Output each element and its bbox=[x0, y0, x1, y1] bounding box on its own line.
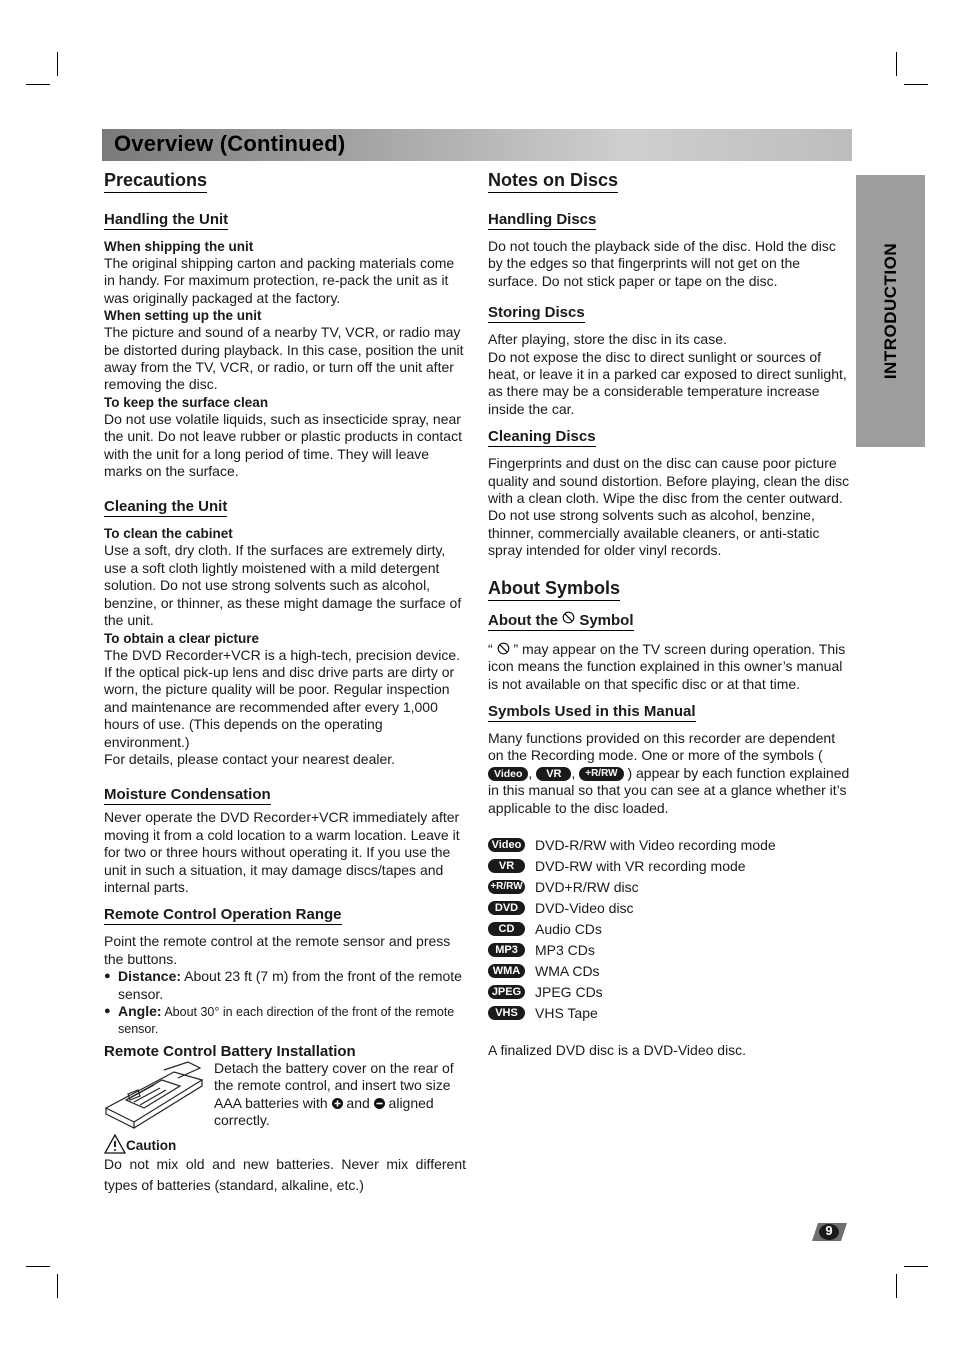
storing-discs-text-1: After playing, store the disc in its case. bbox=[488, 331, 727, 348]
crop-mark bbox=[904, 1266, 928, 1267]
crop-mark bbox=[26, 1266, 50, 1267]
list-item: VHS VHS Tape bbox=[488, 1003, 850, 1024]
surface-subhead: To keep the surface clean bbox=[104, 394, 269, 410]
list-item: Video DVD-R/RW with Video recording mode bbox=[488, 835, 850, 856]
list-item: +R/RW DVD+R/RW disc bbox=[488, 877, 850, 898]
list-item: VR DVD-RW with VR recording mode bbox=[488, 856, 850, 877]
finalized-note: A finalized DVD disc is a DVD-Video disc. bbox=[488, 1041, 747, 1058]
page-title: Overview (Continued) bbox=[114, 131, 346, 156]
symbols-manual-text: Many functions provided on this recorder are dependent on the Recording mode. One or more of the symbols ( Video , VR , +R/RW ) appear by each function explained in this manual so that you can see at a glance whether it’s applicable to the disc loaded. bbox=[488, 729, 850, 816]
moisture-text: Never operate the DVD Recorder+VCR immediately after moving it from a cold location to a warm location. Leave it for two or three hours without operating it. If you use the unit in such a situation, it may damage discs/tapes and internal parts. bbox=[104, 809, 460, 895]
remote-range-text: Point the remote control at the remote sensor and press the buttons. bbox=[104, 933, 451, 967]
crop-mark bbox=[57, 1274, 58, 1298]
shipping-subhead: When shipping the unit bbox=[104, 239, 254, 254]
list-item: MP3 MP3 CDs bbox=[488, 940, 850, 961]
right-column bbox=[488, 170, 850, 1059]
symbol-list bbox=[488, 835, 850, 1024]
picture-subhead: To obtain a clear picture bbox=[104, 630, 260, 646]
moisture-heading: Moisture Condensation bbox=[104, 786, 271, 804]
header-bar bbox=[102, 129, 852, 161]
crop-mark bbox=[896, 52, 897, 76]
surface-text: Do not use volatile liquids, such as insecticide spray, near the unit. Do not leave rubber or plastic products in contact with the unit for a long period of time. They will leave marks on the surface. bbox=[104, 410, 462, 480]
cleaning-discs-text-2: Do not use strong solvents such as alcohol, benzine, thinner, commercially available cleaners, or anti-static spray intended for older vinyl records. bbox=[488, 507, 820, 559]
side-tab bbox=[856, 175, 925, 447]
about-symbol-text: “ ” may appear on the TV screen during operation. This icon means the function explained in this owner’s manual is not available on that specific disc or at that time. bbox=[488, 640, 846, 692]
cleaning-discs-text-1: Fingerprints and dust on the disc can cause poor picture quality and sound distortion. Before playing, clean the disc with a clean cloth. Wipe the disc from the center outward. bbox=[488, 455, 850, 507]
precautions-heading: Precautions bbox=[104, 170, 207, 193]
vr-badge: VR bbox=[536, 767, 571, 781]
crop-mark bbox=[26, 84, 50, 85]
caution-text: Do not mix old and new batteries. Never mix different types of batteries (standard, alkaline, etc.) bbox=[104, 1155, 466, 1193]
notes-heading: Notes on Discs bbox=[488, 170, 618, 193]
cleaning-unit-heading: Cleaning the Unit bbox=[104, 498, 228, 516]
warning-triangle-icon bbox=[104, 1134, 126, 1154]
list-item: JPEG JPEG CDs bbox=[488, 982, 850, 1003]
cabinet-text: Use a soft, dry cloth. If the surfaces are extremely dirty, use a soft cloth lightly moistened with a mild detergent solution. Do not use strong solvents such as alcohol, benzine, or thinner, as these might damage the surface of the unit. bbox=[104, 542, 462, 629]
cabinet-subhead: To clean the cabinet bbox=[104, 526, 233, 542]
list-item: CD Audio CDs bbox=[488, 919, 850, 940]
crop-mark bbox=[57, 52, 58, 76]
plus-polarity-icon bbox=[332, 1098, 343, 1109]
caution-label-row bbox=[104, 1134, 466, 1154]
picture-text: The DVD Recorder+VCR is a high-tech, precision device. If the optical pick-up lens and disc drive parts are dirty or worn, the picture quality will be poor. Regular inspection and maintenance are recommended after every 1,000 hours of use. (This depends on the operating environment.) bbox=[104, 646, 460, 750]
list-item: DVD DVD-Video disc bbox=[488, 898, 850, 919]
shipping-text: The original shipping carton and packing materials come in handy. For maximum protection, re-pack the unit as it was originally packaged at the factory. bbox=[104, 255, 455, 306]
side-tab-label: INTRODUCTION bbox=[880, 242, 900, 380]
distance-bullet: ● Distance: About 23 ft (7 m) from the front of the remote sensor. bbox=[104, 968, 466, 1003]
angle-bullet: ● Angle: About 30° in each direction of the front of the remote sensor. bbox=[104, 1003, 466, 1039]
video-badge: Video bbox=[488, 767, 528, 781]
cleaning-discs-heading: Cleaning Discs bbox=[488, 428, 596, 446]
about-symbols-heading: About Symbols bbox=[488, 578, 620, 601]
about-symbol-heading: About the Symbol bbox=[488, 611, 634, 629]
page-number: 9 bbox=[825, 1223, 833, 1238]
symbols-manual-heading: Symbols Used in this Manual bbox=[488, 702, 696, 720]
prohibited-icon bbox=[562, 611, 575, 624]
battery-text: Detach the battery cover on the rear of the remote control, and insert two size AAA batteries with and aligned correctly. bbox=[214, 1059, 454, 1129]
storing-discs-heading: Storing Discs bbox=[488, 304, 585, 322]
list-item: WMA WMA CDs bbox=[488, 961, 850, 982]
crop-mark bbox=[904, 84, 928, 85]
remote-battery-illustration bbox=[104, 1060, 206, 1130]
storing-discs-text-2: Do not expose the disc to direct sunlight or sources of heat, or leave it in a parked car exposed to direct sunlight, as there may be a considerable temperature increase inside the car. bbox=[488, 348, 847, 417]
prohibited-icon bbox=[497, 642, 510, 655]
battery-heading: Remote Control Battery Installation bbox=[104, 1042, 356, 1060]
setting-subhead: When setting up the unit bbox=[104, 308, 262, 324]
crop-mark bbox=[896, 1274, 897, 1298]
caution-label: Caution bbox=[126, 1137, 177, 1153]
remote-range-heading: Remote Control Operation Range bbox=[104, 906, 342, 924]
page-number-badge bbox=[810, 1222, 848, 1242]
left-column bbox=[104, 170, 466, 1196]
handling-discs-heading: Handling Discs bbox=[488, 211, 597, 228]
battery-block bbox=[104, 1060, 466, 1130]
handling-discs-text: Do not touch the playback side of the disc. Hold the disc by the edges so that fingerprints will not get on the surface. Do not stick paper or tape on the disc. bbox=[488, 238, 836, 289]
picture-text-dealer: For details, please contact your nearest dealer. bbox=[104, 750, 396, 767]
handling-unit-heading: Handling the Unit bbox=[104, 211, 229, 228]
plus-r-rw-badge: +R/RW bbox=[579, 767, 623, 781]
setting-text: The picture and sound of a nearby TV, VCR, or radio may be distorted during playback. In this case, position the unit away from the TV, VCR, or radio, or turn off the unit after removing the disc. bbox=[104, 324, 464, 393]
minus-polarity-icon bbox=[374, 1098, 385, 1109]
